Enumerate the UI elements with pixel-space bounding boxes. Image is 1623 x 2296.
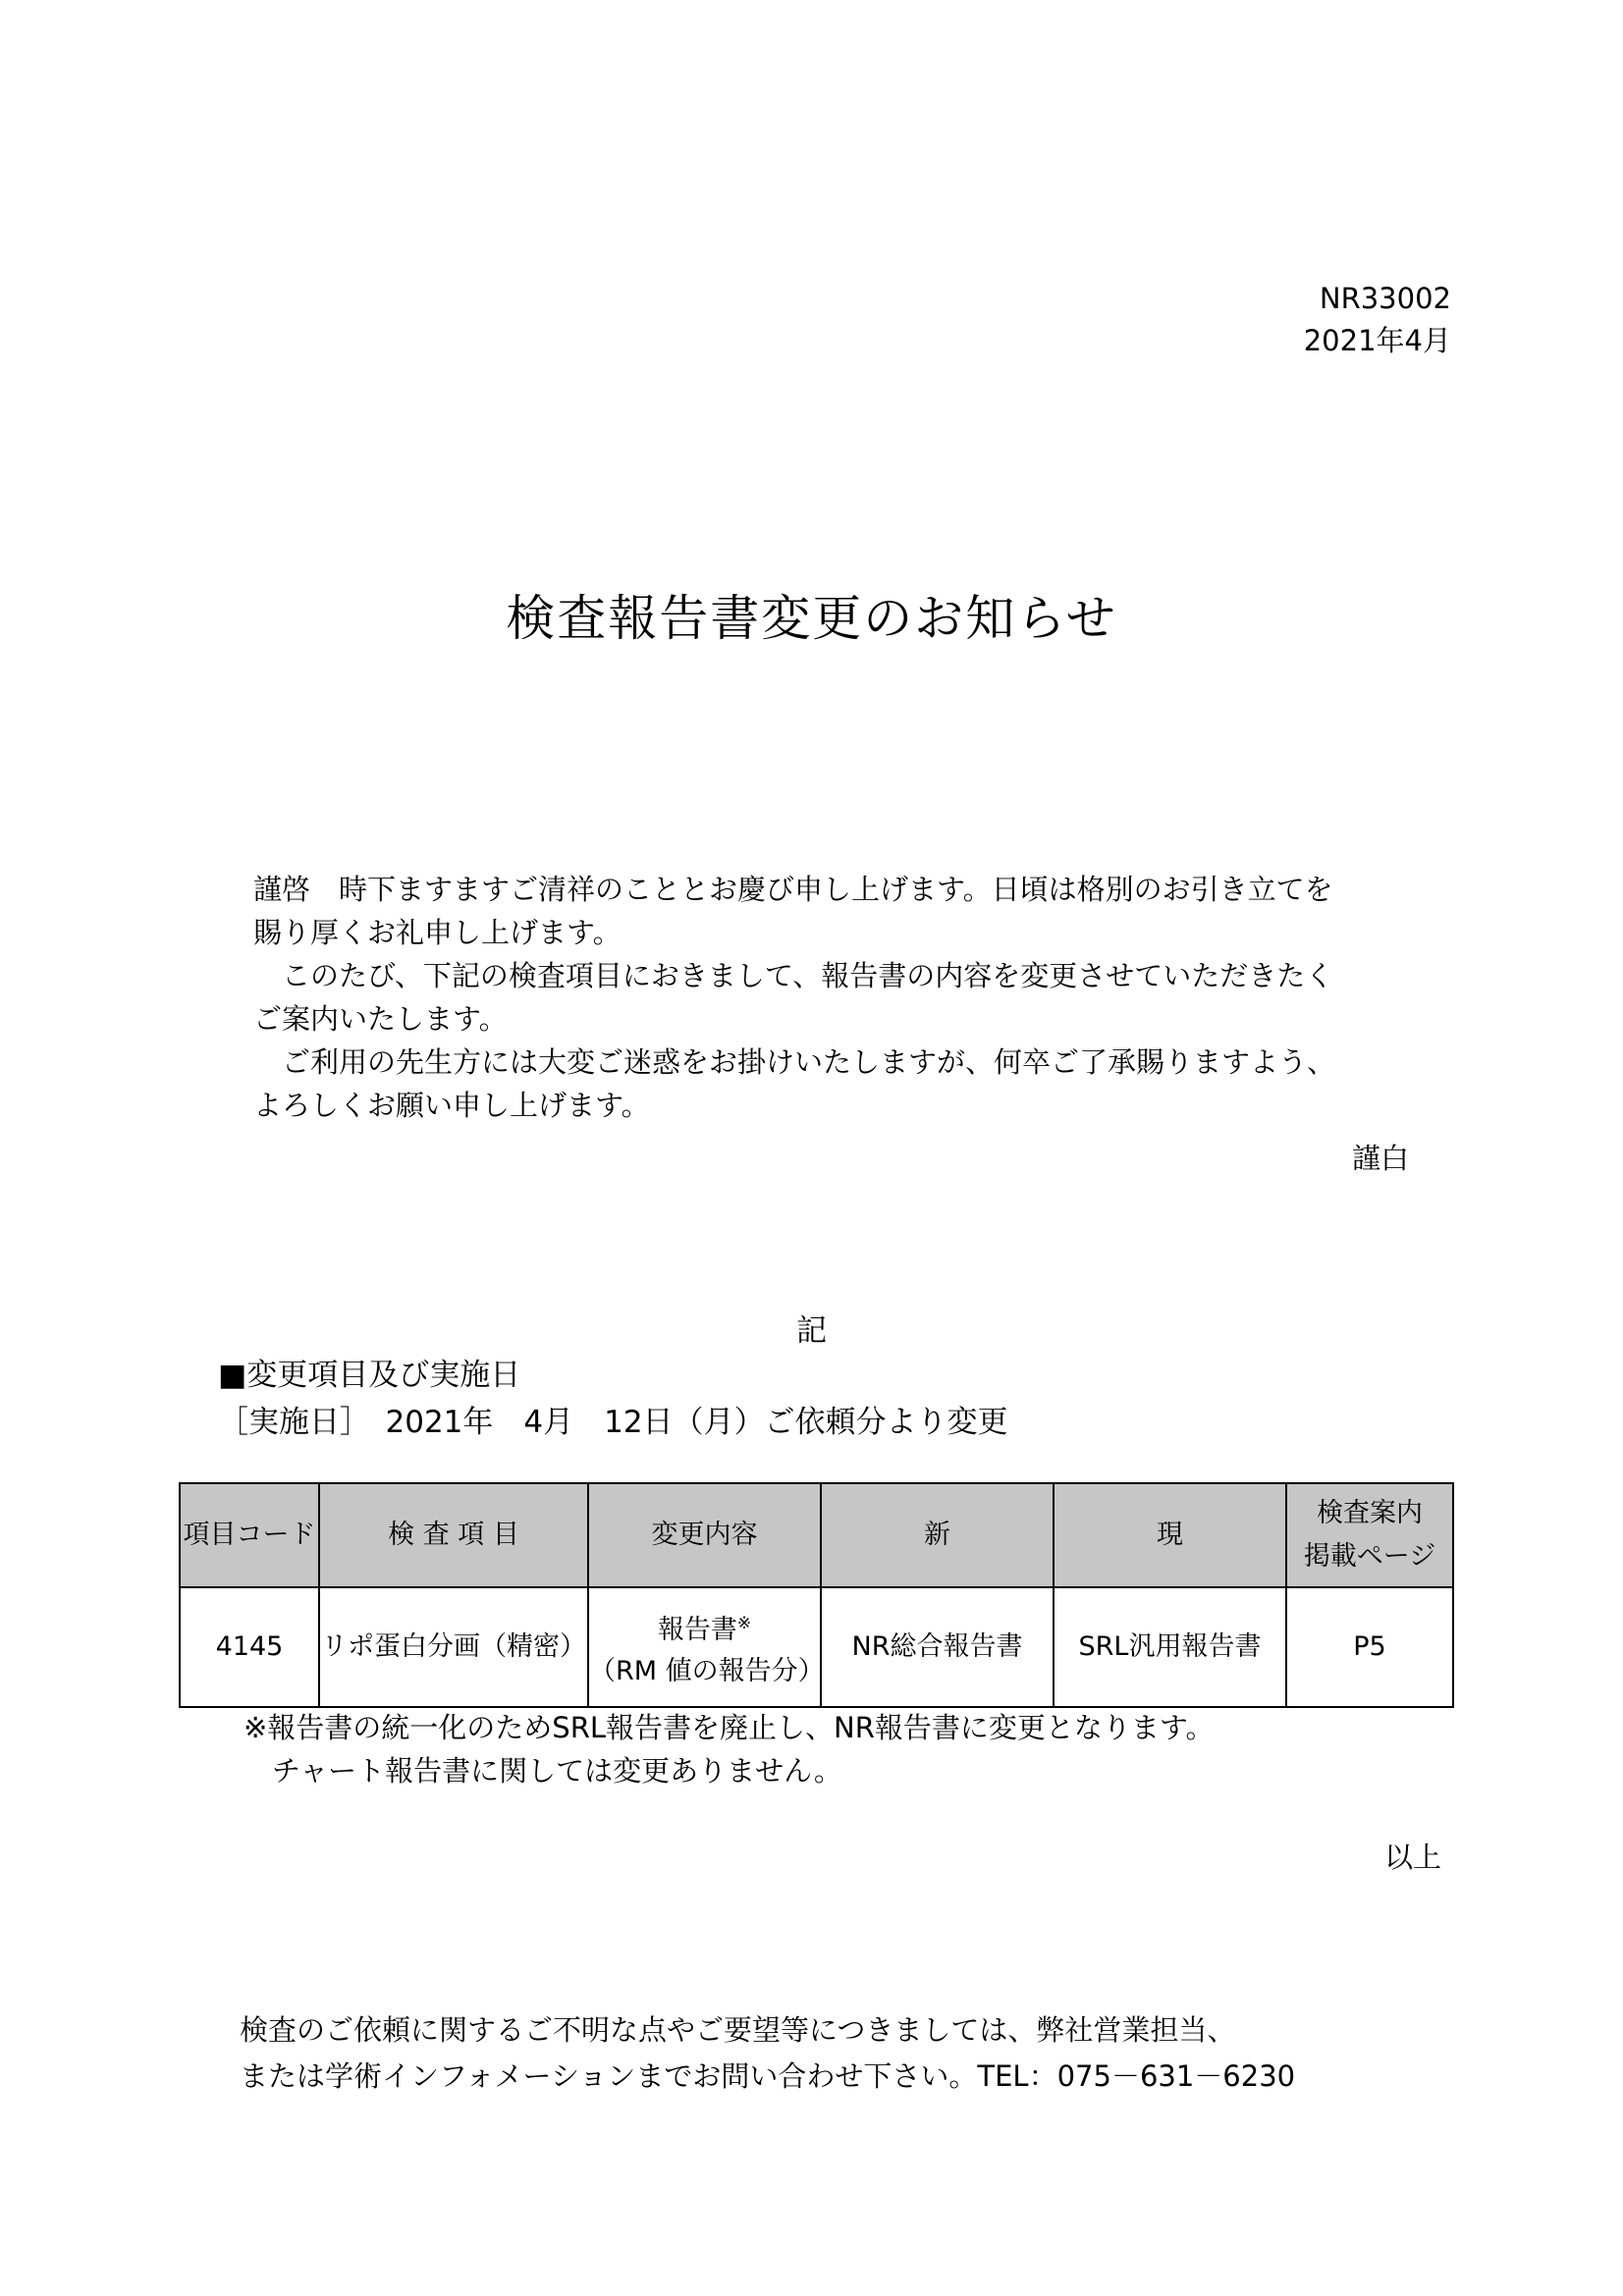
- header-current: 現: [1054, 1483, 1286, 1587]
- cell-item: リポ蛋白分画（精密）: [319, 1587, 588, 1707]
- closing-word: 謹白: [1351, 1142, 1409, 1175]
- header-item: 検 査 項 目: [319, 1483, 588, 1587]
- table-row: [180, 1587, 1453, 1707]
- document-number: NR33002: [1319, 282, 1451, 315]
- greeting-line: ご利用の先生方には大変ご迷惑をお掛けいたしますが、何卒ご了承賜りますよう、: [253, 1045, 1336, 1079]
- greeting-line: 賜り厚くお礼申し上げます。: [253, 916, 622, 949]
- document-header: [1304, 278, 1451, 362]
- cell-page: P5: [1286, 1587, 1453, 1707]
- cell-change: [588, 1587, 825, 1707]
- greeting-line: 謹啓 時下ますますご清祥のこととお慶び申し上げます。日頃は格別のお引き立てを: [253, 873, 1333, 906]
- header-new: 新: [821, 1483, 1054, 1587]
- cell-code: 4145: [180, 1587, 319, 1707]
- change-line: 報告書※: [657, 1613, 752, 1645]
- header-change: 変更内容: [588, 1483, 821, 1587]
- header-page-line: 掲載ページ: [1303, 1541, 1436, 1572]
- cell-current: SRL汎用報告書: [1054, 1587, 1286, 1707]
- footer-line: 検査のご依頼に関するご不明な点やご要望等につきましては、弊社営業担当、: [240, 2013, 1236, 2047]
- header-page: [1286, 1483, 1453, 1587]
- note-line: チャート報告書に関しては変更ありません。: [243, 1754, 842, 1788]
- greeting-line: ご案内いたします。: [253, 1002, 508, 1036]
- contact-footer: [240, 2007, 1295, 2100]
- section-title: ■変更項目及び実施日: [218, 1358, 521, 1393]
- ki-heading: 記: [796, 1313, 827, 1349]
- change-section: [218, 1352, 1008, 1446]
- cell-new: NR総合報告書: [821, 1587, 1054, 1707]
- implementation-date: ［実施日］ 2021年 4月 12日（月）ご依頼分より変更: [218, 1405, 1008, 1440]
- greeting-line: このたび、下記の検査項目におきまして、報告書の内容を変更させていただきたく: [253, 959, 1334, 992]
- note-mark: ※: [736, 1613, 752, 1633]
- footer-line: または学術インフォメーションまでお問い合わせ下さい。TEL：075－631－6230: [240, 2059, 1296, 2093]
- greeting-paragraph: [253, 868, 1432, 1127]
- greeting-line: よろしくお願い申し上げます。: [253, 1089, 650, 1122]
- table-header-row: [180, 1483, 1453, 1587]
- page-title: 検査報告書変更のお知らせ: [506, 590, 1117, 647]
- header-page-line: 検査案内: [1317, 1498, 1423, 1528]
- note-line: ※報告書の統一化のためSRL報告書を廃止し、NR報告書に変更となります。: [243, 1711, 1215, 1744]
- header-code: 項目コード: [180, 1483, 319, 1587]
- change-line: （RM 値の報告分）: [589, 1655, 825, 1686]
- change-table: [179, 1482, 1454, 1708]
- table-notes: [243, 1706, 1215, 1792]
- end-mark: 以上: [1383, 1841, 1441, 1874]
- document-date: 2021年4月: [1303, 324, 1451, 357]
